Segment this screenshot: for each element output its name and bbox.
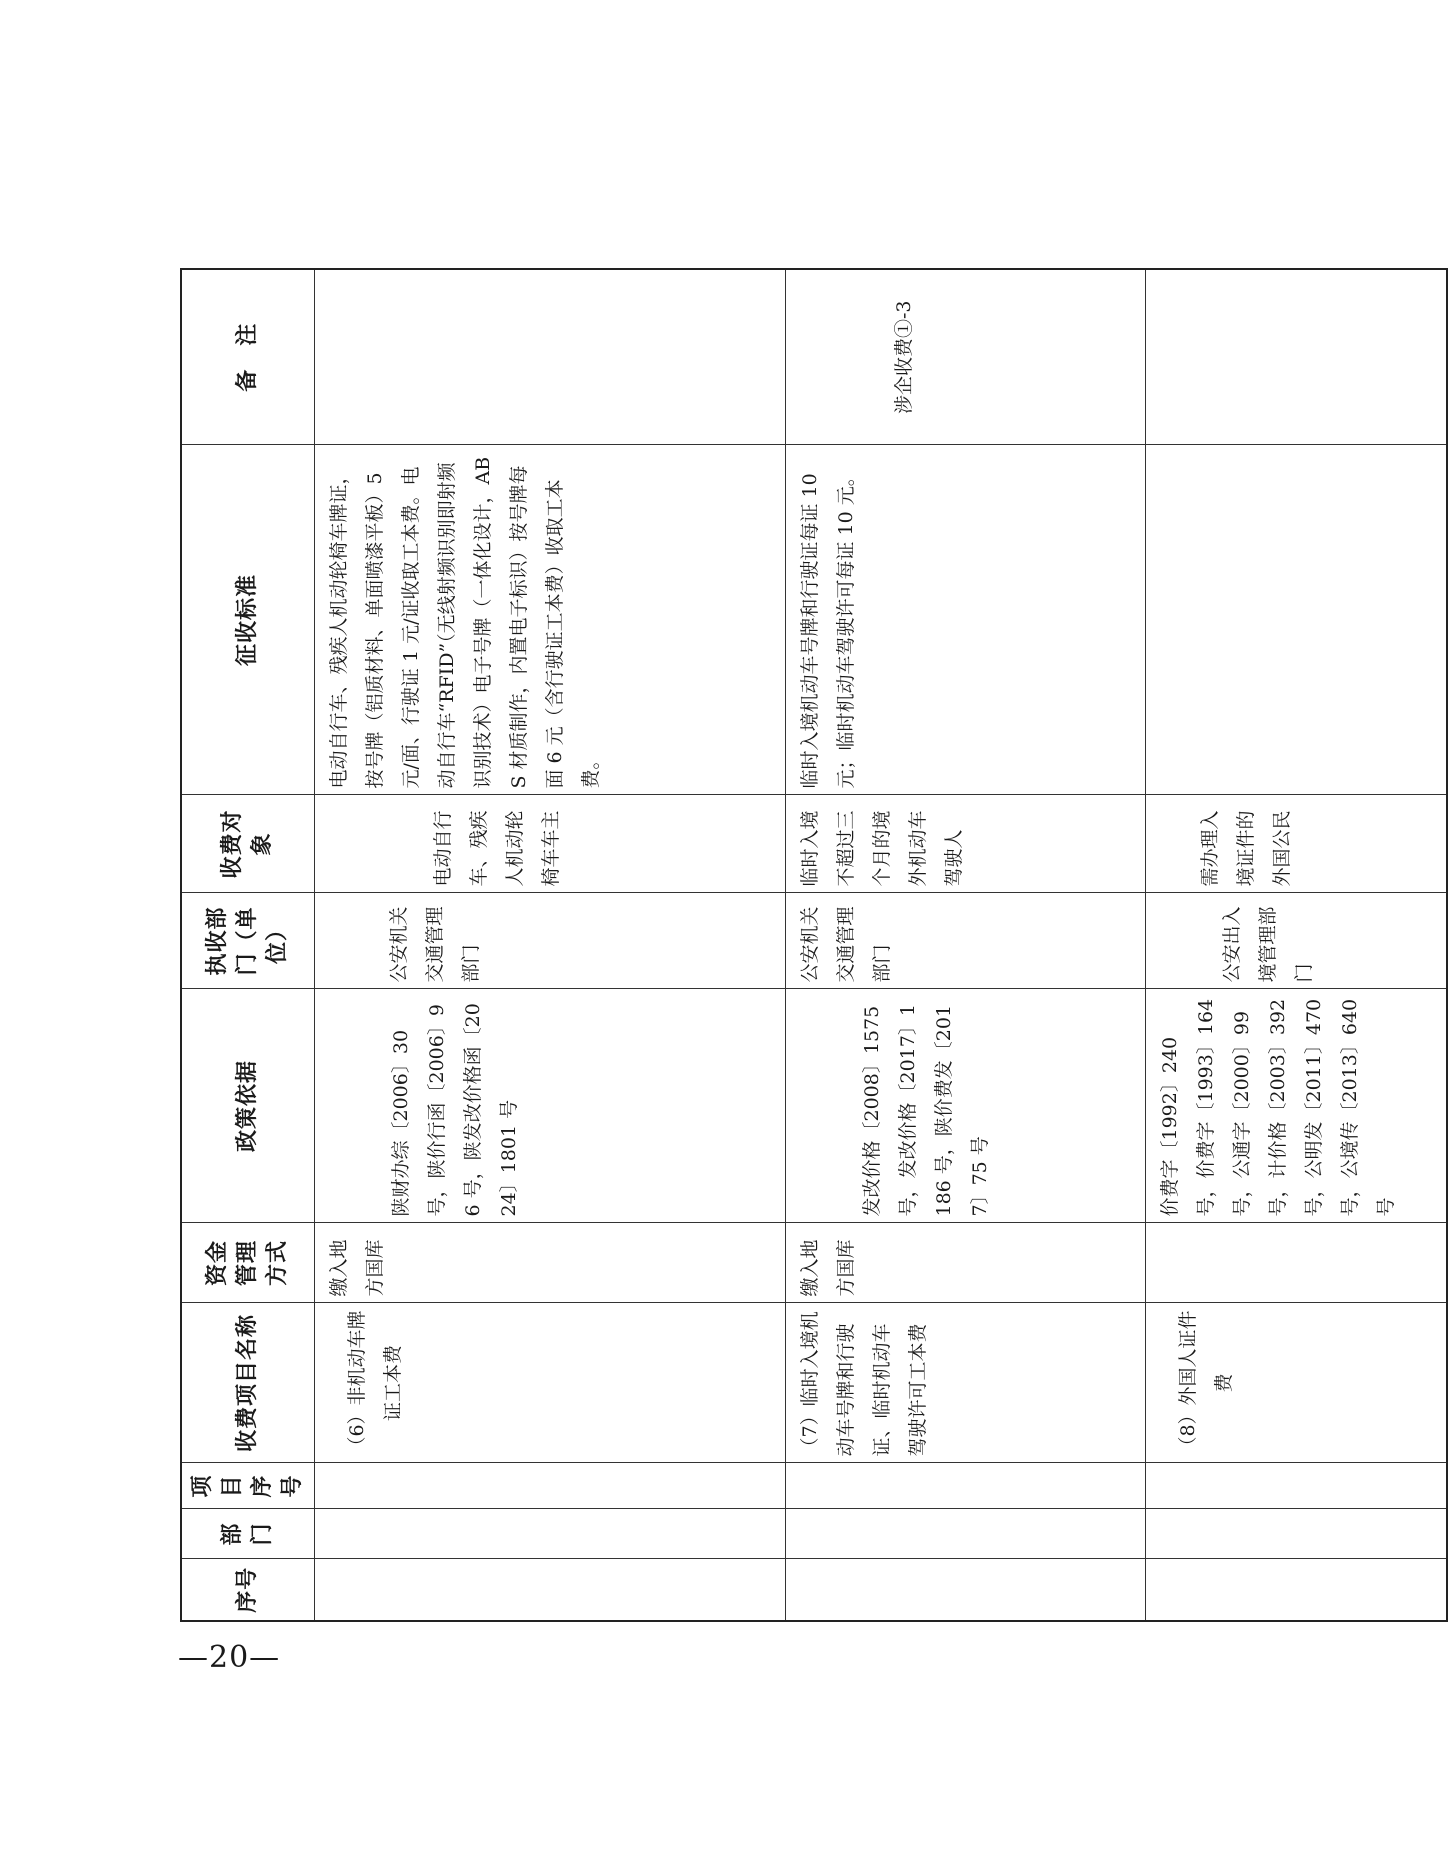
cell-basis: 陕财办综〔2006〕30 号，陕价行函〔2006〕96 号，陕发改价格函〔2024〕1801 号: [315, 989, 786, 1223]
cell-item-seq: [315, 1463, 786, 1509]
cell-collector: 公安机关交通管理部门: [315, 893, 786, 989]
rotated-fee-table-container: [180, 270, 1397, 1622]
cell-basis: 发改价格〔2008〕1575 号，发改价格〔2017〕1186 号，陕价费发〔2017〕75 号: [786, 989, 1146, 1223]
cell-seq: [786, 1559, 1146, 1621]
page-number: —20—: [178, 1640, 281, 1675]
cell-name: （8）外国人证件费: [1146, 1303, 1448, 1463]
cell-dept: [315, 1509, 786, 1559]
cell-item-seq: [1146, 1463, 1448, 1509]
cell-name: （7）临时入境机动车号牌和行驶证、临时机动车驾驶许可工本费: [786, 1303, 1146, 1463]
cell-remark: [315, 269, 786, 445]
cell-target: 电动自行车、残疾人机动轮椅车车主: [315, 795, 786, 893]
cell-seq: [315, 1559, 786, 1621]
cell-standard: 临时入境机动车号牌和行驶证每证 10 元；临时机动车驾驶许可每证 10 元。: [786, 445, 1146, 795]
cell-dept: [786, 1509, 1146, 1559]
cell-standard: [1146, 445, 1448, 795]
cell-collector: 公安出入境管理部门: [1146, 893, 1448, 989]
header-item-seq: 项目序号: [181, 1463, 315, 1509]
header-basis: 政策依据: [181, 989, 315, 1223]
cell-remark: [1146, 269, 1448, 445]
cell-dept: [1146, 1509, 1448, 1559]
cell-fund: [1146, 1223, 1448, 1303]
fee-table: [180, 268, 1448, 1622]
table-row: [315, 269, 786, 1621]
cell-item-seq: [786, 1463, 1146, 1509]
header-fund: 资金管理方式: [181, 1223, 315, 1303]
header-seq: 序号: [181, 1559, 315, 1621]
header-collector: 执收部门（单位）: [181, 893, 315, 989]
cell-seq: [1146, 1559, 1448, 1621]
cell-remark: 涉企收费①-3: [786, 269, 1146, 445]
header-remark: 备 注: [181, 269, 315, 445]
header-target: 收费对象: [181, 795, 315, 893]
cell-fund: 缴入地方国库: [786, 1223, 1146, 1303]
header-standard: 征收标准: [181, 445, 315, 795]
header-dept: 部门: [181, 1509, 315, 1559]
cell-standard: 电动自行车、残疾人机动轮椅车牌证，按号牌（铝质材料、单面喷漆平板）5 元/面、行驶证 1 元/证收取工本费。电动自行车“RFID”（无线射频识别即射频识别技术）电子号牌（一体化设计，ABS 材质制作，内置电子标识）按号牌每面 6 元（含行驶证工本费）收取工本费。: [315, 445, 786, 795]
table-row: [786, 269, 1146, 1621]
cell-target: 临时入境不超过三个月的境外机动车驾驶人: [786, 795, 1146, 893]
cell-target: 需办理入境证件的外国公民: [1146, 795, 1448, 893]
cell-basis: 价费字〔1992〕240 号，价费字〔1993〕164 号，公通字〔2000〕99 号，计价格〔2003〕392 号，公明发〔2011〕470 号，公境传〔2013〕640 号: [1146, 989, 1448, 1223]
table-row: [1146, 269, 1448, 1621]
header-name: 收费项目名称: [181, 1303, 315, 1463]
cell-name: （6）非机动车牌证工本费: [315, 1303, 786, 1463]
header-row: [181, 269, 315, 1621]
cell-collector: 公安机关交通管理部门: [786, 893, 1146, 989]
cell-fund: 缴入地方国库: [315, 1223, 786, 1303]
